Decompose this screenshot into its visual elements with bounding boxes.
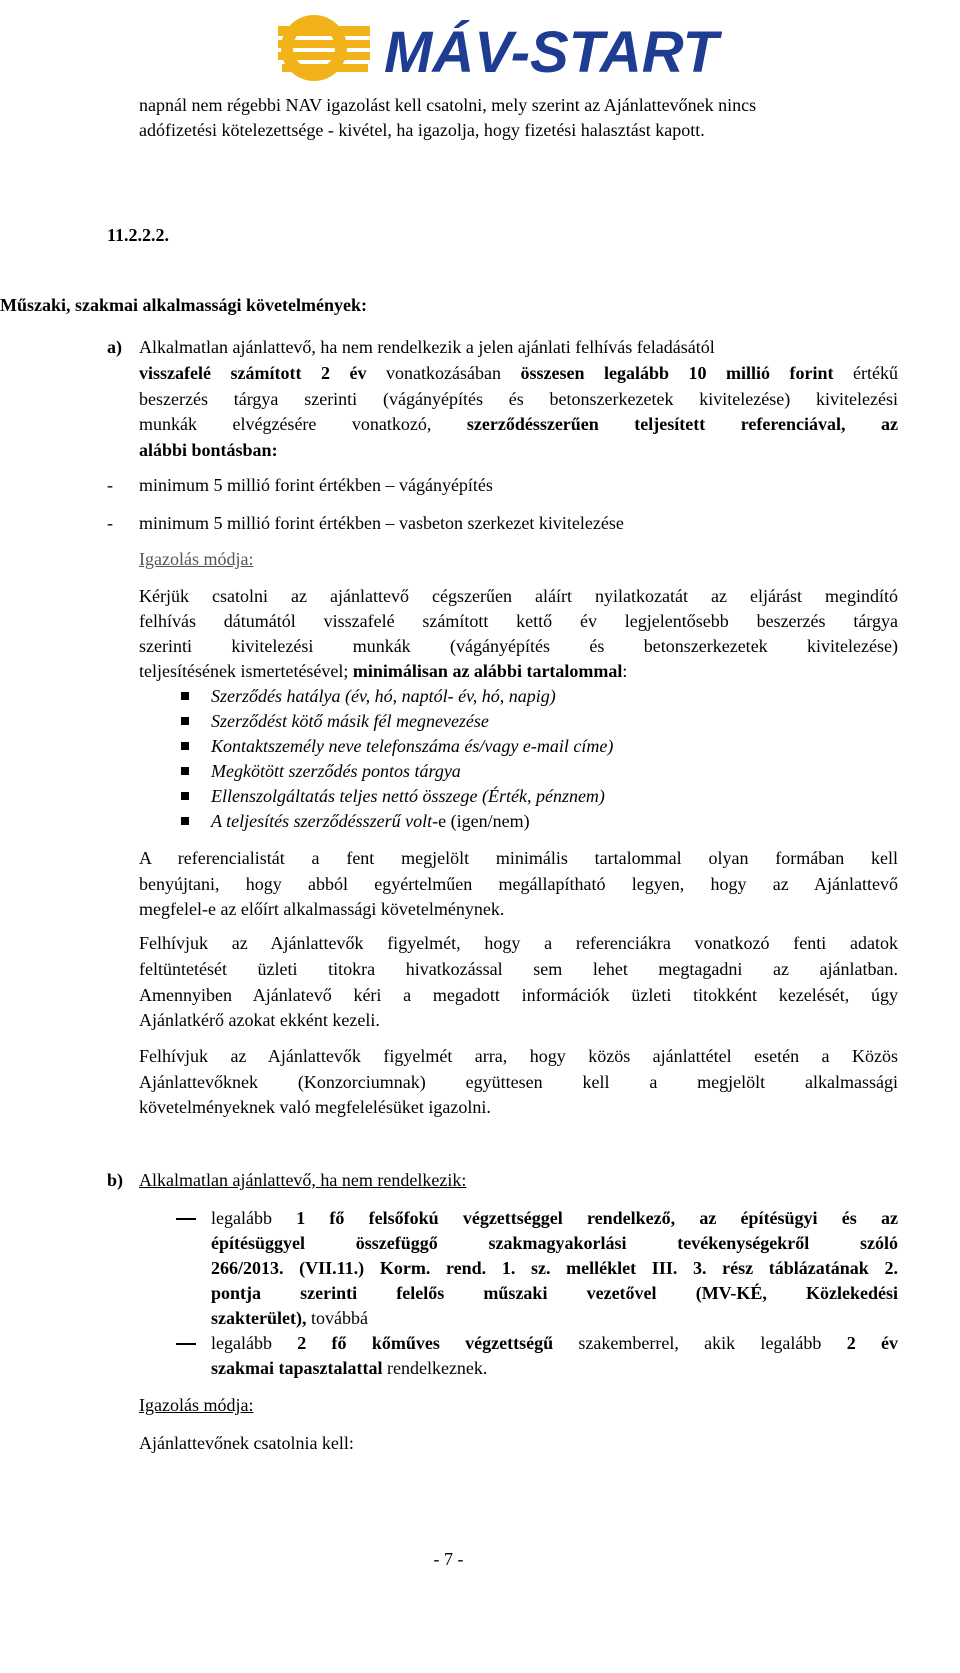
proof-line-3: szerinti kivitelezési munkák (vágányépítés és betonszerkezetek kivitelezése) xyxy=(139,636,898,656)
square-bullet-icon xyxy=(181,717,189,725)
b-item-1-line-2: építésüggyel összefüggő szakmagyakorlási tevékenységekről szóló xyxy=(211,1233,898,1253)
consortium-line-1: Felhívjuk az Ajánlattevők figyelmét arra, hogy közös ajánlattétel esetén a Közös xyxy=(139,1046,898,1066)
secret-line-4: Ajánlatkérő azokat ekként kezeli. xyxy=(139,1010,380,1030)
bullet-item-2: Szerződést kötő másik fél megnevezése xyxy=(211,711,489,731)
item-a-label: a) xyxy=(107,337,122,357)
b-item-1-line-1: legalább 1 fő felsőfokú végzettséggel rendelkező, az építésügyi és az xyxy=(211,1208,898,1228)
consortium-line-2: Ajánlattevőknek (Konzorciumnak) együttesen kell a megjelölt alkalmassági xyxy=(139,1072,898,1092)
b-item-2-line-1: legalább 2 fő kőműves végzettségű szakemberrel, akik legalább 2 év xyxy=(211,1333,898,1353)
dash-marker-1: - xyxy=(107,475,113,495)
bullet-item-4: Megkötött szerződés pontos tárgya xyxy=(211,761,461,781)
square-bullet-icon xyxy=(181,692,189,700)
ref-line-3: megfelel-e az előírt alkalmassági követelménynek. xyxy=(139,899,505,919)
item-b-label: b) xyxy=(107,1170,124,1190)
bullet-item-5: Ellenszolgáltatás teljes nettó összege (Érték, pénznem) xyxy=(211,786,605,806)
square-bullet-icon xyxy=(181,742,189,750)
item-a-proof-label: Igazolás módja: xyxy=(139,549,254,569)
item-b-proof-label: Igazolás módja: xyxy=(139,1395,254,1415)
section-number: 11.2.2.2. xyxy=(107,225,170,245)
logo-text: MÁV-START xyxy=(384,20,719,85)
proof-line-2: felhívás dátumától visszafelé számított kettő év legjelentősebb beszerzés tárgya xyxy=(139,611,898,631)
item-a-line-3: beszerzés tárgya szerinti (vágányépítés és betonszerkezetek kivitelezése) kivitelezési xyxy=(139,389,898,409)
mav-start-logo-icon xyxy=(272,6,719,90)
dash-item-2: minimum 5 millió forint értékben – vasbeton szerkezet kivitelezése xyxy=(139,513,624,533)
ref-line-1: A referencialistát a fent megjelölt minimális tartalommal olyan formában kell xyxy=(139,848,898,868)
page-number: - 7 - xyxy=(433,1549,464,1569)
item-b-heading: Alkalmatlan ajánlattevő, ha nem rendelkezik: xyxy=(139,1170,467,1190)
b-item-1-line-5: szakterület), továbbá xyxy=(211,1308,368,1328)
proof-line-1: Kérjük csatolni az ajánlattevő cégszerűen aláírt nyilatkozatát az eljárást megindító xyxy=(139,586,898,606)
intro-line-1: napnál nem régebbi NAV igazolást kell csatolni, mely szerint az Ajánlattevőnek nincs xyxy=(139,95,757,115)
section-heading: Műszaki, szakmai alkalmassági követelmények: xyxy=(0,295,367,315)
square-bullet-icon xyxy=(181,817,189,825)
dash-bullet-icon xyxy=(176,1343,196,1345)
intro-line-2: adófizetési kötelezettsége - kivétel, ha igazolja, hogy fizetési halasztást kapott. xyxy=(139,120,705,140)
ref-line-2: benyújtani, hogy abból egyértelműen megállapítható legyen, hogy az Ajánlattevő xyxy=(139,874,898,894)
proof-line-4: teljesítésének ismertetésével; minimálisan az alábbi tartalommal: xyxy=(139,661,628,681)
dash-marker-2: - xyxy=(107,513,113,533)
dash-item-1: minimum 5 millió forint értékben – vágányépítés xyxy=(139,475,493,495)
square-bullet-icon xyxy=(181,767,189,775)
item-a-line-2: visszafelé számított 2 év vonatkozásában összesen legalább 10 millió forint értékű xyxy=(139,363,899,383)
bullet-item-1: Szerződés hatálya (év, hó, naptól- év, hó, napig) xyxy=(211,686,556,706)
secret-line-2: feltüntetését üzleti titokra hivatkozással sem lehet megtagadni az ajánlatban. xyxy=(139,959,898,979)
b-item-2-line-2: szakmai tapasztalattal rendelkeznek. xyxy=(211,1358,488,1378)
mav-start-logo xyxy=(272,6,719,90)
bullet-item-6: A teljesítés szerződésszerű volt-e (igen/nem) xyxy=(211,811,530,831)
item-b-attach-text: Ajánlattevőnek csatolnia kell: xyxy=(139,1433,354,1453)
bullet-item-3: Kontaktszemély neve telefonszáma és/vagy e-mail címe) xyxy=(211,736,614,756)
b-item-1-line-4: pontja szerinti felelős műszaki vezetővel (MV-KÉ, Közlekedési xyxy=(211,1283,898,1303)
item-a-line-5: alábbi bontásban: xyxy=(139,440,278,460)
secret-line-3: Amennyiben Ajánlatevő kéri a megadott információk üzleti titokként kezelését, úgy xyxy=(139,985,898,1005)
consortium-line-3: követelményeknek való megfelelésüket igazolni. xyxy=(139,1097,491,1117)
dash-bullet-icon xyxy=(176,1218,196,1220)
item-a-line-1: Alkalmatlan ajánlattevő, ha nem rendelkezik a jelen ajánlati felhívás feladásától xyxy=(139,337,715,357)
b-item-1-line-3: 266/2013. (VII.11.) Korm. rend. 1. sz. melléklet III. 3. rész táblázatának 2. xyxy=(211,1258,898,1278)
item-a-line-4: munkák elvégzésére vonatkozó, szerződésszerűen teljesített referenciával, az xyxy=(139,414,898,434)
square-bullet-icon xyxy=(181,792,189,800)
secret-line-1: Felhívjuk az Ajánlattevők figyelmét, hogy a referenciákra vonatkozó fenti adatok xyxy=(139,933,898,953)
